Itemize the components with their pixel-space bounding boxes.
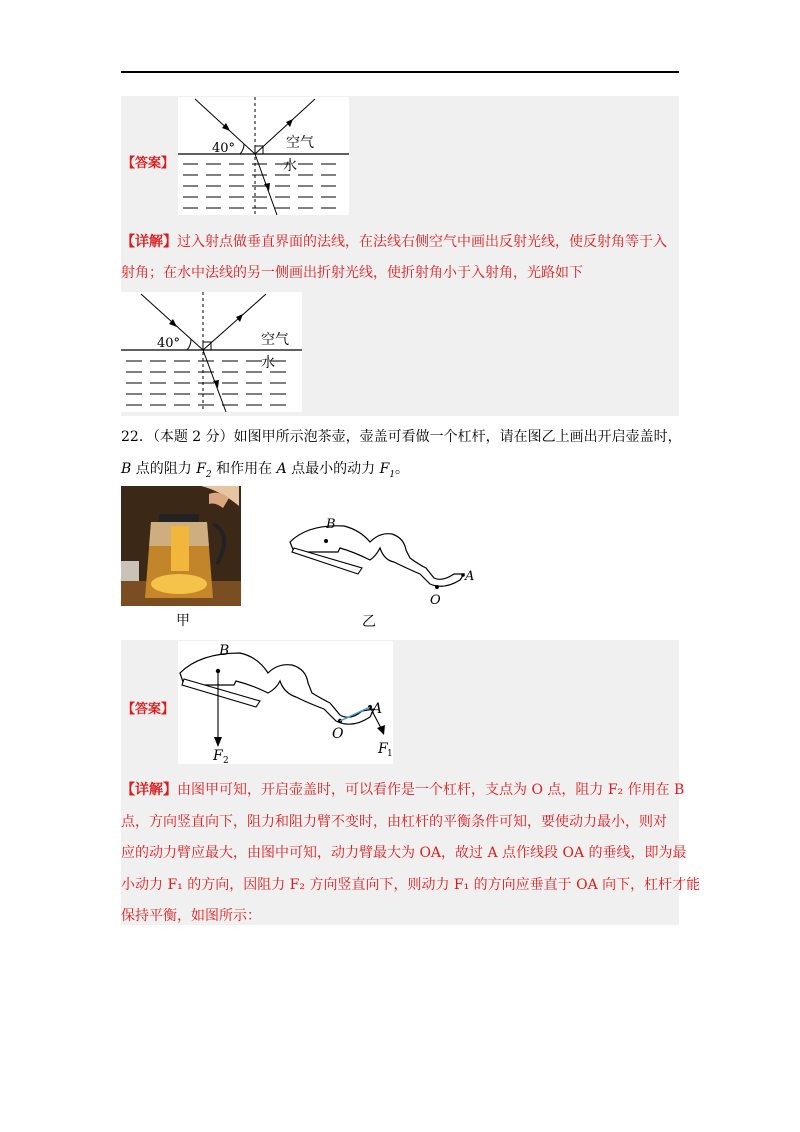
- label-o: O: [430, 593, 441, 608]
- label-a: A: [465, 569, 475, 584]
- label-b: B: [219, 643, 230, 659]
- angle-label: 40°: [212, 141, 236, 156]
- question-number: 22．: [121, 429, 153, 445]
- lever-diagram-question: [288, 516, 478, 608]
- water-label: 水: [261, 355, 275, 371]
- question-22-line-1: 22．（本题 2 分）如图甲所示泡茶壶，壶盖可看做一个杠杆，请在图乙上画出开启壶盖时，: [121, 429, 682, 445]
- refraction-figure-answer: [178, 97, 349, 215]
- label-a: A: [372, 701, 383, 717]
- water-label: 水: [283, 158, 297, 174]
- air-label: 空气: [261, 332, 289, 348]
- detail-1-line-1: 【详解】过入射点做垂直界面的法线，在法线右侧空气中画出反射光线，使反射角等于入: [121, 234, 667, 250]
- label-f1-sub: 1: [387, 749, 393, 759]
- air-label: 空气: [286, 135, 314, 151]
- angle-label: 40°: [157, 336, 181, 351]
- detail-2-line-2: 点，方向竖直向下，阻力和阻力臂不变时，由杠杆的平衡条件可知，要使动力最小，则对: [121, 814, 667, 830]
- refraction-figure-detail: [121, 292, 302, 412]
- caption-jia: 甲: [176, 613, 190, 629]
- answer-tag-2: 【答案】: [122, 702, 175, 717]
- answer-tag-1: 【答案】: [122, 156, 175, 171]
- detail-tag-1: 【详解】: [121, 234, 177, 250]
- detail-2-line-5: 保持平衡，如图所示：: [121, 908, 261, 924]
- detail-1-line-2: 射角；在水中法线的另一侧画出折射光线，使折射角小于入射角，光路如下: [121, 265, 583, 281]
- detail-2-line-3: 应的动力臂应最大，由图中可知，动力臂最大为 OA，故过 A 点作线段 OA 的垂线，即为最: [121, 845, 687, 861]
- caption-yi: 乙: [362, 614, 376, 630]
- detail-tag-2: 【详解】: [121, 782, 177, 798]
- teapot-photo: [121, 486, 241, 606]
- lever-diagram-answer: [178, 641, 393, 764]
- label-o: O: [332, 726, 344, 742]
- label-f1: F: [378, 741, 388, 757]
- detail-2-line-4: 小动力 F₁ 的方向，因阻力 F₂ 方向竖直向下，则动力 F₁ 的方向应垂直于 OA 向下，杠杆才能: [121, 877, 701, 893]
- label-b: B: [326, 517, 336, 532]
- label-f2: F: [213, 748, 223, 764]
- label-f2-sub: 2: [223, 756, 229, 764]
- detail-2-line-1: 【详解】由图甲可知，开启壶盖时，可以看作是一个杠杆，支点为 O 点，阻力 F₂ 作用在 B: [121, 782, 685, 798]
- question-22-line-2: B 点的阻力 $F_2$ 和作用在 A 点最小的动力 $F_1$。: [121, 461, 410, 480]
- header-rule: [121, 71, 679, 73]
